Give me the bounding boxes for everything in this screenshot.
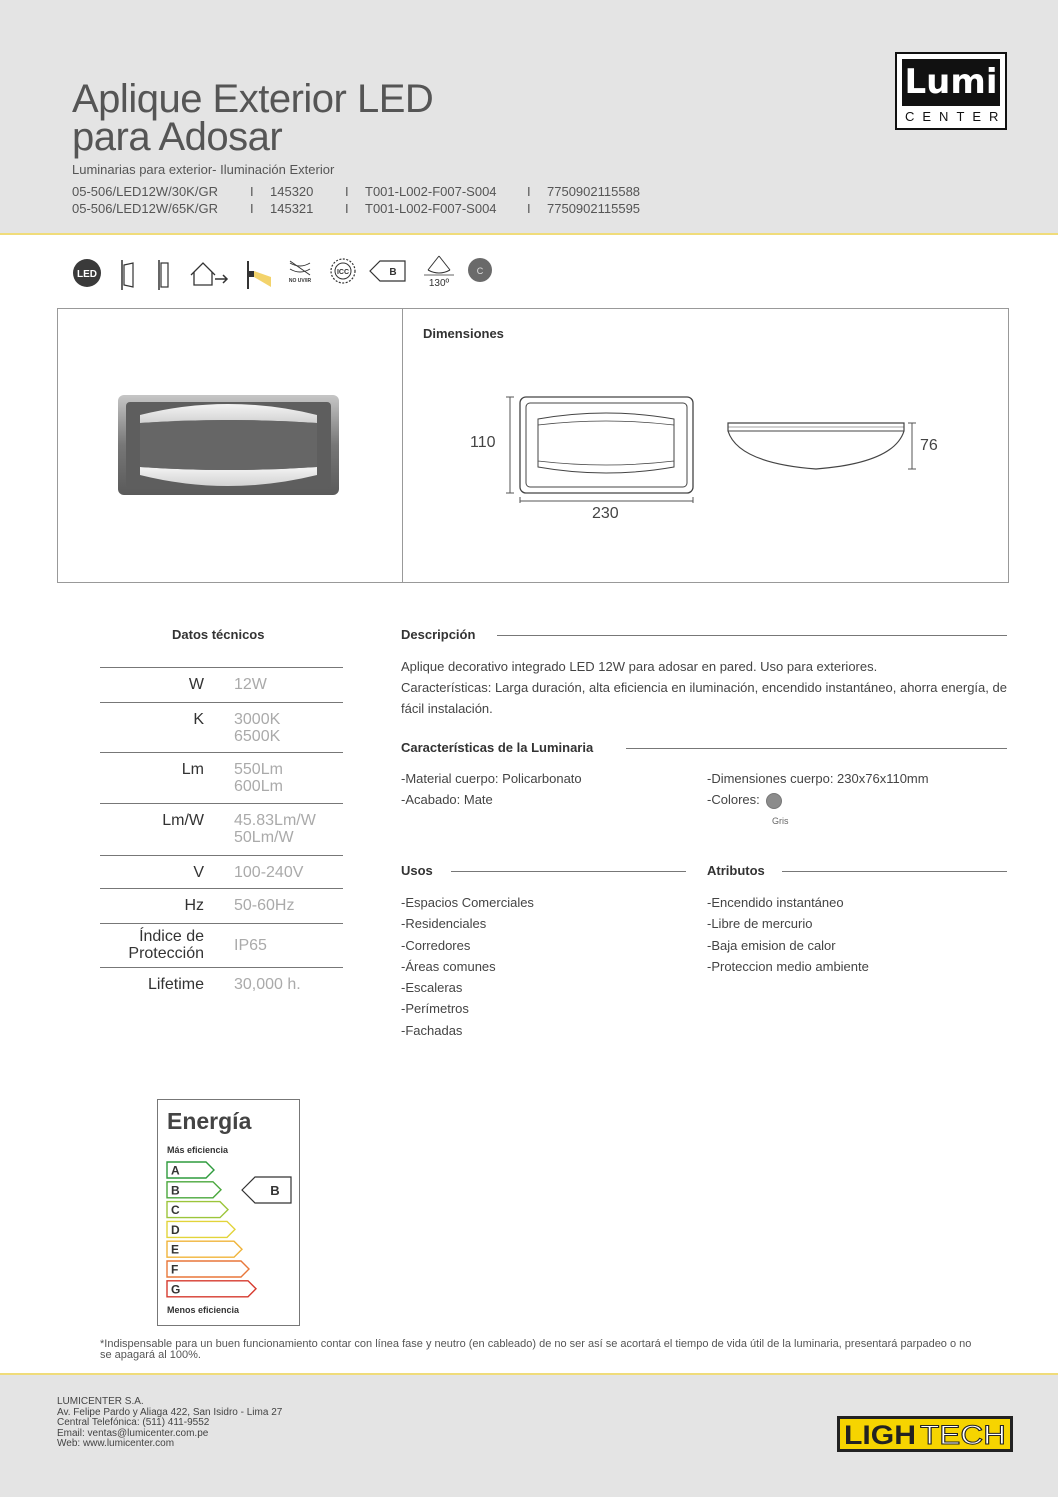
- tech-data-title: Datos técnicos: [172, 627, 265, 642]
- divider: [497, 635, 1007, 636]
- panel-divider: [402, 309, 403, 582]
- energy-class-letter: F: [171, 1262, 179, 1277]
- beam-angle-icon: [422, 253, 456, 291]
- atributos-list: [707, 892, 869, 977]
- tech-label: W: [188, 676, 204, 693]
- tech-row: [100, 667, 343, 702]
- tech-row: [100, 855, 343, 888]
- lightech-logo: [837, 1416, 1013, 1452]
- svg-text:ICC: ICC: [336, 269, 350, 276]
- tech-row: [100, 702, 343, 752]
- svg-text:NO UV/IR: NO UV/IR: [288, 278, 312, 284]
- logo-wordmark: Lumi: [902, 59, 1000, 106]
- tech-label: Lifetime: [147, 976, 204, 993]
- separator: I: [527, 184, 531, 199]
- energy-class-letter: E: [171, 1242, 180, 1257]
- color-swatch: [766, 793, 782, 809]
- list-item: -Fachadas: [401, 1022, 463, 1038]
- energy-class-letter: C: [171, 1203, 180, 1218]
- lumicenter-logo: [895, 52, 1007, 130]
- page-title: [72, 77, 434, 159]
- svg-text:LED: LED: [77, 269, 97, 280]
- item-code: 145321: [270, 201, 314, 216]
- description-line: Aplique decorativo integrado LED 12W para adosar en pared. Uso para exteriores.: [401, 659, 878, 674]
- feature-item: -Material cuerpo: Policarbonato: [401, 771, 582, 786]
- ean-code: 7750902115595: [547, 201, 641, 216]
- list-item: -Residenciales: [401, 916, 487, 932]
- list-item: -Espacios Comerciales: [401, 895, 534, 910]
- product-photo: [116, 393, 341, 497]
- code-row: [72, 183, 640, 200]
- title-line-2: para Adosar: [72, 115, 283, 159]
- tech-row: [100, 803, 343, 855]
- company-contact: [57, 1397, 282, 1450]
- tech-value: 30,000 h.: [234, 976, 301, 993]
- icc-seal-icon: [329, 257, 357, 289]
- page-subtitle: Luminarias para exterior- Iluminación Exterior: [72, 162, 335, 177]
- tech-value: 50-60Hz: [234, 897, 295, 914]
- list-item: -Perímetros: [401, 1001, 469, 1017]
- list-item: -Escaleras: [401, 980, 463, 996]
- title-line-1: Aplique Exterior LED: [72, 77, 434, 121]
- led-icon: [72, 258, 102, 288]
- energy-rating-marker: [241, 1175, 293, 1205]
- energy-class-letter: G: [171, 1282, 181, 1297]
- tech-row: [100, 923, 343, 967]
- tech-label: K: [193, 711, 204, 728]
- separator: I: [345, 184, 349, 199]
- wall-light-icon: [245, 259, 275, 291]
- code-row: [72, 200, 640, 217]
- divider: [626, 748, 1007, 749]
- tech-label: Lm/W: [162, 812, 204, 829]
- width-label: 230: [592, 505, 619, 522]
- tech-row: [100, 888, 343, 923]
- company-web: Web: www.lumicenter.com: [57, 1438, 175, 1449]
- depth-label: 76: [920, 437, 938, 454]
- usos-title: Usos: [401, 863, 433, 878]
- product-codes: [72, 183, 640, 217]
- colors-label: -Colores:: [707, 792, 760, 808]
- energy-class-bar: [167, 1261, 249, 1277]
- tech-value: 45.83Lm/W 50Lm/W: [234, 812, 316, 846]
- divider: [451, 871, 686, 872]
- tech-value: 100-240V: [234, 864, 304, 881]
- tech-label: Lm: [181, 761, 204, 778]
- list-item: -Proteccion medio ambiente: [707, 958, 869, 974]
- ref-code: T001-L002-F007-S004: [365, 184, 497, 199]
- company-name: LUMICENTER S.A.: [57, 1396, 144, 1407]
- footnote: *Indispensable para un buen funcionamiento contar con línea fase y neutro (en cableado) de no ser así se acortará el tiempo de vida útil de la luminaria, presentará parpadeo o no se apagará al 100%.: [100, 1338, 972, 1361]
- list-item: -Encendido instantáneo: [707, 895, 844, 910]
- separator: I: [345, 201, 349, 216]
- energy-class-letter: B: [171, 1183, 180, 1198]
- list-item: -Libre de mercurio: [707, 916, 813, 932]
- tech-value: 12W: [234, 676, 267, 693]
- tech-row: [100, 967, 343, 1002]
- tech-value: IP65: [234, 937, 267, 954]
- lightech-wordmark: [840, 1419, 1010, 1449]
- item-code: 145320: [270, 184, 314, 199]
- description-line: Características: Larga duración, alta eficiencia en iluminación, encendido instantáneo, ahorra energía, de fácil instalación.: [401, 680, 1007, 716]
- features-title: Características de la Luminaria: [401, 740, 594, 755]
- header-band: [0, 0, 1058, 235]
- tech-label: Índice de Protección: [128, 928, 204, 962]
- svg-text:B: B: [389, 267, 397, 278]
- company-email: Email: ventas@lumicenter.com.pe: [57, 1427, 209, 1439]
- energy-bottom-label: Menos eficiencia: [167, 1305, 240, 1315]
- model-code: 05-506/LED12W/30K/GR: [72, 184, 218, 199]
- ean-code: 7750902115588: [547, 184, 641, 199]
- tech-data-table: [100, 667, 343, 1002]
- energy-class-icon: [369, 259, 409, 283]
- svg-text:TECH: TECH: [920, 1420, 1006, 1449]
- side-view-drawing: [726, 419, 926, 471]
- outdoor-house-icon: [187, 259, 231, 291]
- no-uv-ir-icon: [286, 259, 314, 291]
- energy-class-letter: D: [171, 1222, 180, 1237]
- feature-icons: [72, 255, 512, 295]
- svg-text:B: B: [270, 1183, 280, 1198]
- feature-item: -Dimensiones cuerpo: 230x76x110mm: [707, 771, 929, 786]
- footer-band: [0, 1373, 1058, 1497]
- tech-label: V: [193, 864, 204, 881]
- energy-class-letter: A: [171, 1163, 180, 1178]
- logo-subtitle: CENTER: [905, 109, 1007, 124]
- usos-list: [401, 892, 534, 1041]
- tech-value: 3000K 6500K: [234, 711, 281, 745]
- model-code: 05-506/LED12W/65K/GR: [72, 201, 218, 216]
- wall-mount-icon: [119, 259, 139, 291]
- color-name: Gris: [772, 816, 789, 826]
- svg-text:C: C: [476, 266, 484, 276]
- atributos-title: Atributos: [707, 863, 765, 878]
- product-image-panel: [57, 308, 1009, 583]
- separator: I: [250, 184, 254, 199]
- ref-code: T001-L002-F007-S004: [365, 201, 497, 216]
- tech-label: Hz: [184, 897, 204, 914]
- class-c-icon: [467, 257, 493, 283]
- separator: I: [250, 201, 254, 216]
- feature-item: -Acabado: Mate: [401, 792, 493, 808]
- description-title: Descripción: [401, 627, 476, 642]
- energy-top-label: Más eficiencia: [167, 1145, 229, 1155]
- surface-mount-icon: [156, 259, 172, 291]
- front-view-drawing: [498, 393, 758, 503]
- height-label: 110: [470, 434, 496, 451]
- svg-text:LIGH: LIGH: [844, 1420, 916, 1449]
- features-list-left: [401, 768, 582, 811]
- company-phone: Central Telefónica: (511) 411-9552: [57, 1417, 210, 1428]
- energy-title: Energía: [167, 1108, 252, 1134]
- features-list-right: [707, 768, 929, 811]
- separator: I: [527, 201, 531, 216]
- svg-text:130º: 130º: [428, 278, 450, 289]
- color-item: [707, 789, 929, 810]
- energy-class-bar: [167, 1281, 256, 1297]
- tech-value: 550Lm 600Lm: [234, 761, 283, 795]
- list-item: -Baja emision de calor: [707, 937, 836, 953]
- list-item: -Corredores: [401, 937, 471, 953]
- divider: [782, 871, 1007, 872]
- tech-row: [100, 752, 343, 803]
- list-item: -Áreas comunes: [401, 958, 496, 974]
- company-address: Av. Felipe Pardo y Aliaga 422, San Isidro - Lima 27: [57, 1406, 283, 1418]
- dimensions-title: Dimensiones: [423, 326, 504, 341]
- energy-label: [157, 1099, 300, 1326]
- description-text: [401, 656, 1007, 719]
